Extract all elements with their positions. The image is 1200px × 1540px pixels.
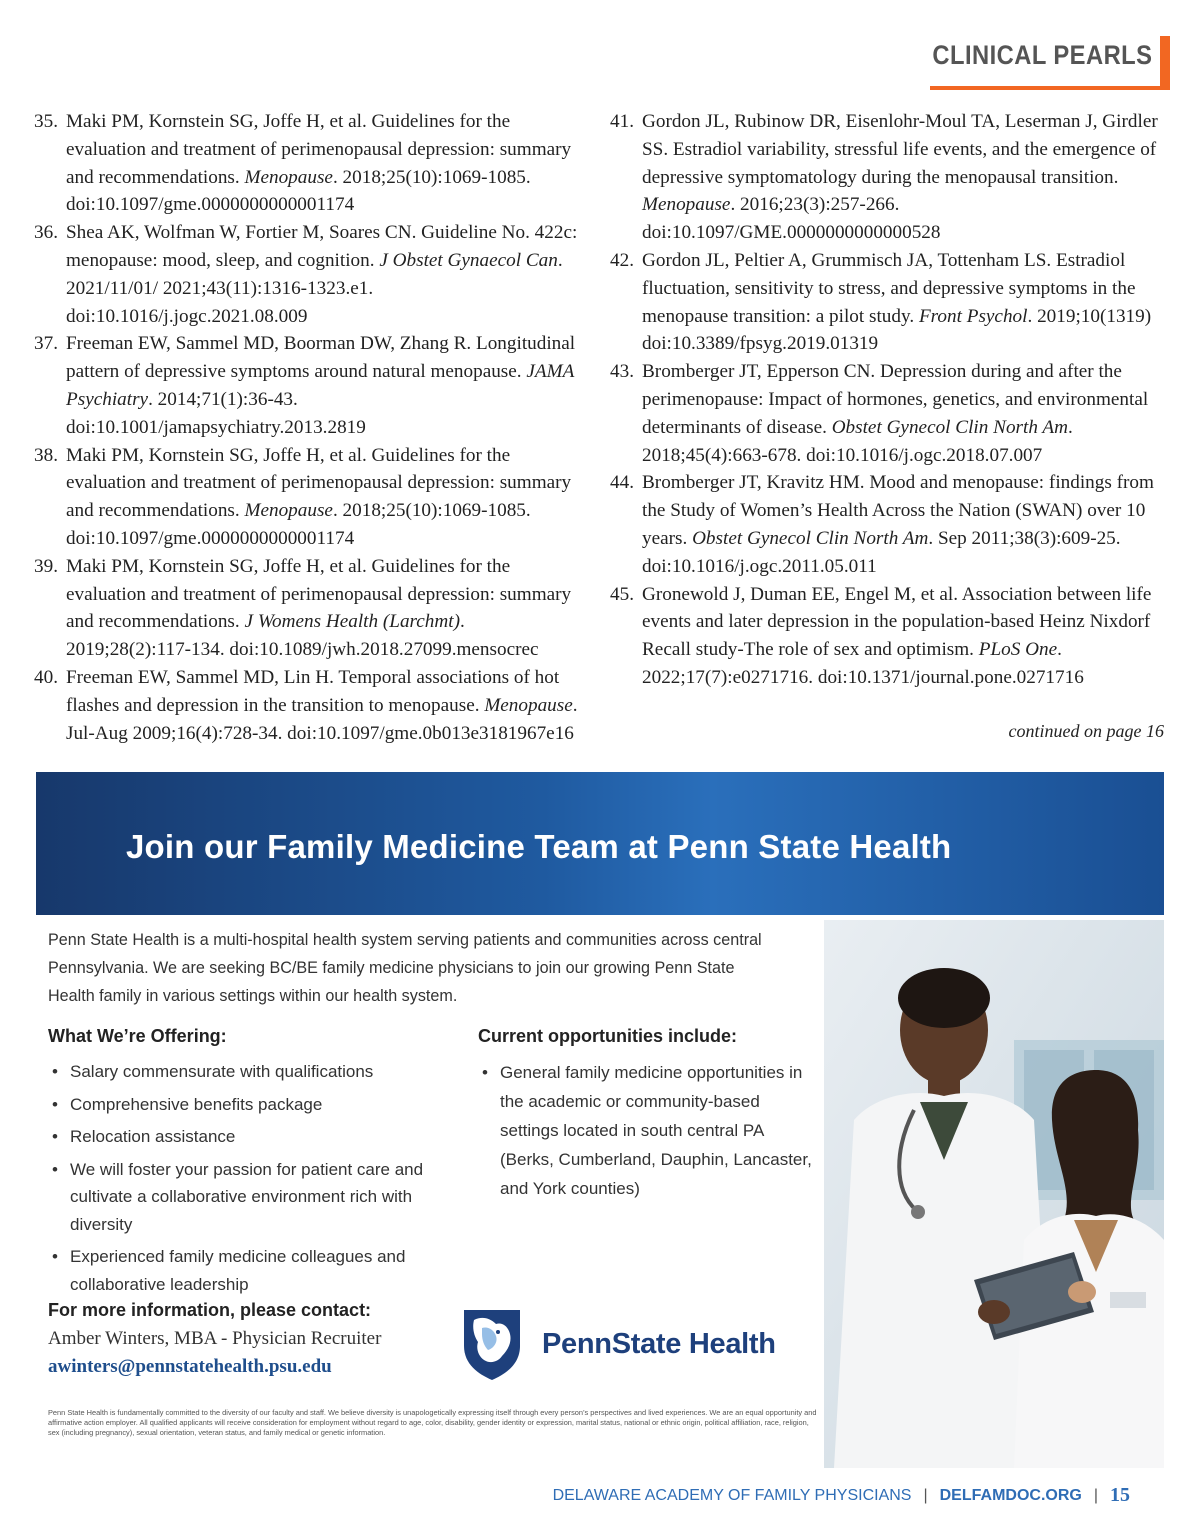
list-item: • Comprehensive benefits package xyxy=(52,1094,323,1114)
section-title: CLINICAL PEARLS xyxy=(932,40,1153,70)
reference-citation: . Jul-Aug 2009;16(4):728-34. doi:10.1097/gme.0b013e3181967e16 xyxy=(66,694,578,744)
reference-citation: . 2018;25(10):1069-1085. doi:10.1097/gme.0000000000001174 xyxy=(66,500,531,549)
page-number: 15 xyxy=(1110,1484,1130,1506)
reference-text xyxy=(66,664,594,747)
reference-text xyxy=(66,442,594,553)
reference-text xyxy=(66,330,594,441)
reference-authors-title: Bromberger JT, Epperson CN. Depression during and after the perimenopause: Impact of hormones, genetics, and environmental determinants of disease. xyxy=(642,361,1149,438)
footer-separator: | xyxy=(923,1486,928,1504)
reference-item xyxy=(34,330,594,441)
reference-journal: J Obstet Gynaecol Can xyxy=(379,249,558,271)
footer-page-separator: | xyxy=(1093,1486,1098,1504)
offering-heading: What We’re Offering: xyxy=(48,1026,227,1046)
reference-authors-title: Maki PM, Kornstein SG, Joffe H, et al. Guidelines for the evaluation and treatment of perimenopausal depression: summary and recommendations. xyxy=(66,111,572,188)
doctors-with-tablet-image xyxy=(824,920,1164,1468)
list-item: • We will foster your passion for patient care and cultivate a collaborative environment rich with diversity xyxy=(52,1159,424,1234)
footer-site-link[interactable]: DELFAMDOC.ORG xyxy=(939,1486,1082,1504)
reference-number: 38. xyxy=(34,444,58,466)
reference-text xyxy=(642,108,1170,247)
reference-journal: Menopause xyxy=(244,500,333,522)
reference-journal: Front Psychol xyxy=(918,305,1028,327)
reference-journal: Obstet Gynecol Clin North Am xyxy=(831,416,1068,438)
ad-intro: Penn State Health is a multi-hospital health system serving patients and communities across central Pennsylvania. We are seeking BC/BE family medicine physicians to join our growing Penn State Health family in various settings within our health system. xyxy=(48,930,762,1005)
reference-item xyxy=(34,219,594,330)
references-right-column xyxy=(610,108,1170,692)
section-header xyxy=(900,36,1170,90)
reference-authors-title: Freeman EW, Sammel MD, Lin H. Temporal associations of hot flashes and depression in the transition to menopause. xyxy=(66,666,560,716)
ad-banner xyxy=(36,772,1164,915)
reference-journal: Menopause xyxy=(244,166,333,188)
penn-state-health-logo xyxy=(460,1306,776,1382)
reference-authors-title: Gronewold J, Duman EE, Engel M, et al. Association between life events and later depression in the population-based Heinz Nixdorf Recall study-The role of sex and optimism. xyxy=(642,583,1152,661)
reference-item xyxy=(610,108,1170,247)
reference-item xyxy=(34,442,594,553)
contact-email-link[interactable]: awinters@pennstatehealth.psu.edu xyxy=(48,1356,332,1377)
reference-journal: Menopause xyxy=(484,694,573,716)
list-item: • Salary commensurate with qualifications xyxy=(52,1062,374,1081)
reference-number: 45. xyxy=(610,583,634,605)
reference-journal: JAMA Psychiatry xyxy=(66,361,574,410)
reference-authors-title: Bromberger JT, Kravitz HM. Mood and menopause: findings from the Study of Women’s Health Across the Nation (SWAN) over 10 years. xyxy=(642,472,1154,549)
references-left-column xyxy=(34,108,594,747)
reference-item xyxy=(34,664,594,747)
logo-wordmark: PennState Health xyxy=(542,1327,776,1360)
reference-text xyxy=(66,553,594,664)
eeo-disclaimer: Penn State Health is fundamentally committed to the diversity of our faculty and staff. We believe diversity is unapologetically expressing itself through every person’s perspectives and lived experiences. We are an equal opportunity and affirmative action employer. All qualified applicants will receive consideration for employment without regard to age, color, disability, gender identity or expression, marital status, national or ethnic origin, political affiliation, race, religion, sex (including pregnancy), sexual orientation, veteran status, and family medical or genetic information. xyxy=(48,1408,817,1437)
opportunities-heading: Current opportunities include: xyxy=(478,1026,737,1046)
reference-text xyxy=(66,219,594,330)
reference-authors-title: Gordon JL, Rubinow DR, Eisenlohr-Moul TA, Leserman J, Girdler SS. Estradiol variability, stressful life events, and the emergence of depressive symptomatology during the menopausal transition. xyxy=(642,111,1158,188)
reference-text xyxy=(642,358,1170,469)
reference-number: 41. xyxy=(610,111,634,132)
reference-authors-title: Maki PM, Kornstein SG, Joffe H, et al. Guidelines for the evaluation and treatment of perimenopausal depression: summary and recommendations. xyxy=(66,444,572,522)
reference-citation: . Sep 2011;38(3):609-25. doi:10.1016/j.ogc.2011.05.011 xyxy=(642,527,1121,577)
reference-item xyxy=(610,358,1170,469)
contact-name: Amber Winters, MBA - Physician Recruiter xyxy=(48,1328,382,1349)
opportunities-list xyxy=(482,1058,812,1203)
reference-number: 35. xyxy=(34,111,58,132)
page-footer xyxy=(553,1484,1130,1507)
list-item: • Relocation assistance xyxy=(52,1127,236,1146)
reference-citation: . 2022;17(7):e0271716. doi:10.1371/journal.pone.0271716 xyxy=(642,639,1084,688)
reference-item xyxy=(34,108,594,219)
physicians-photo xyxy=(824,920,1164,1468)
reference-number: 37. xyxy=(34,333,58,355)
reference-authors-title: Gordon JL, Peltier A, Grummisch JA, Tottenham LS. Estradiol fluctuation, sensitivity to stress, and depressive symptoms in the menopause transition: a pilot study. xyxy=(642,249,1136,327)
reference-journal: Obstet Gynecol Clin North Am xyxy=(692,527,929,549)
reference-authors-title: Maki PM, Kornstein SG, Joffe H, et al. Guidelines for the evaluation and treatment of perimenopausal depression: summary and recommendations. xyxy=(66,555,572,633)
reference-text xyxy=(66,108,594,219)
reference-authors-title: Freeman EW, Sammel MD, Boorman DW, Zhang R. Longitudinal pattern of depressive symptoms around natural menopause. xyxy=(66,333,576,383)
job-advertisement xyxy=(36,772,1164,1468)
reference-authors-title: Shea AK, Wolfman W, Fortier M, Soares CN. Guideline No. 422c: menopause: mood, sleep, and cognition. xyxy=(66,222,578,271)
reference-item xyxy=(610,247,1170,358)
ad-title: Join our Family Medicine Team at Penn State Health xyxy=(126,828,952,865)
reference-number: 43. xyxy=(610,361,634,383)
reference-text xyxy=(642,469,1170,580)
reference-citation: . 2018;25(10):1069-1085. doi:10.1097/gme.0000000000001174 xyxy=(66,166,531,216)
reference-item xyxy=(610,581,1170,692)
reference-number: 36. xyxy=(34,222,58,244)
nittany-lion-shield-icon xyxy=(460,1306,524,1382)
reference-number: 39. xyxy=(34,555,58,577)
contact-heading: For more information, please contact: xyxy=(48,1300,372,1320)
reference-journal: Menopause xyxy=(642,194,731,216)
reference-citation: . 2021/11/01/ 2021;43(11):1316-1323.e1. doi:10.1016/j.jogc.2021.08.009 xyxy=(66,249,563,327)
list-item: • General family medicine opportunities in the academic or community-based settings located in south central PA (Berks, Cumberland, Dauphin, Lancaster, and York counties) xyxy=(482,1063,812,1198)
reference-citation: . 2019;10(1319) doi:10.3389/fpsyg.2019.01319 xyxy=(642,305,1152,355)
reference-number: 42. xyxy=(610,249,634,271)
reference-number: 44. xyxy=(610,472,634,494)
reference-citation: . 2016;23(3):257-266. doi:10.1097/GME.0000000000000528 xyxy=(642,194,941,244)
reference-citation: . 2018;45(4):663-678. doi:10.1016/j.ogc.2018.07.007 xyxy=(642,416,1073,466)
reference-citation: . 2019;28(2):117-134. doi:10.1089/jwh.2018.27099.mensocrec xyxy=(66,611,539,661)
offering-list xyxy=(52,1058,472,1303)
header-accent-underline xyxy=(930,86,1170,90)
reference-item xyxy=(34,553,594,664)
footer-org: DELAWARE ACADEMY OF FAMILY PHYSICIANS xyxy=(552,1486,912,1504)
reference-number: 40. xyxy=(34,666,58,688)
reference-journal: J Womens Health (Larchmt) xyxy=(244,611,460,633)
reference-text xyxy=(642,581,1170,692)
reference-item xyxy=(610,469,1170,580)
header-accent-bar xyxy=(1160,36,1170,90)
list-item: • Experienced family medicine colleagues and collaborative leadership xyxy=(52,1247,406,1294)
reference-text xyxy=(642,247,1170,358)
continued-note: continued on page 16 xyxy=(1008,721,1164,741)
reference-journal: PLoS One xyxy=(978,639,1058,661)
reference-citation: . 2014;71(1):36-43. doi:10.1001/jamapsychiatry.2013.2819 xyxy=(66,388,366,438)
